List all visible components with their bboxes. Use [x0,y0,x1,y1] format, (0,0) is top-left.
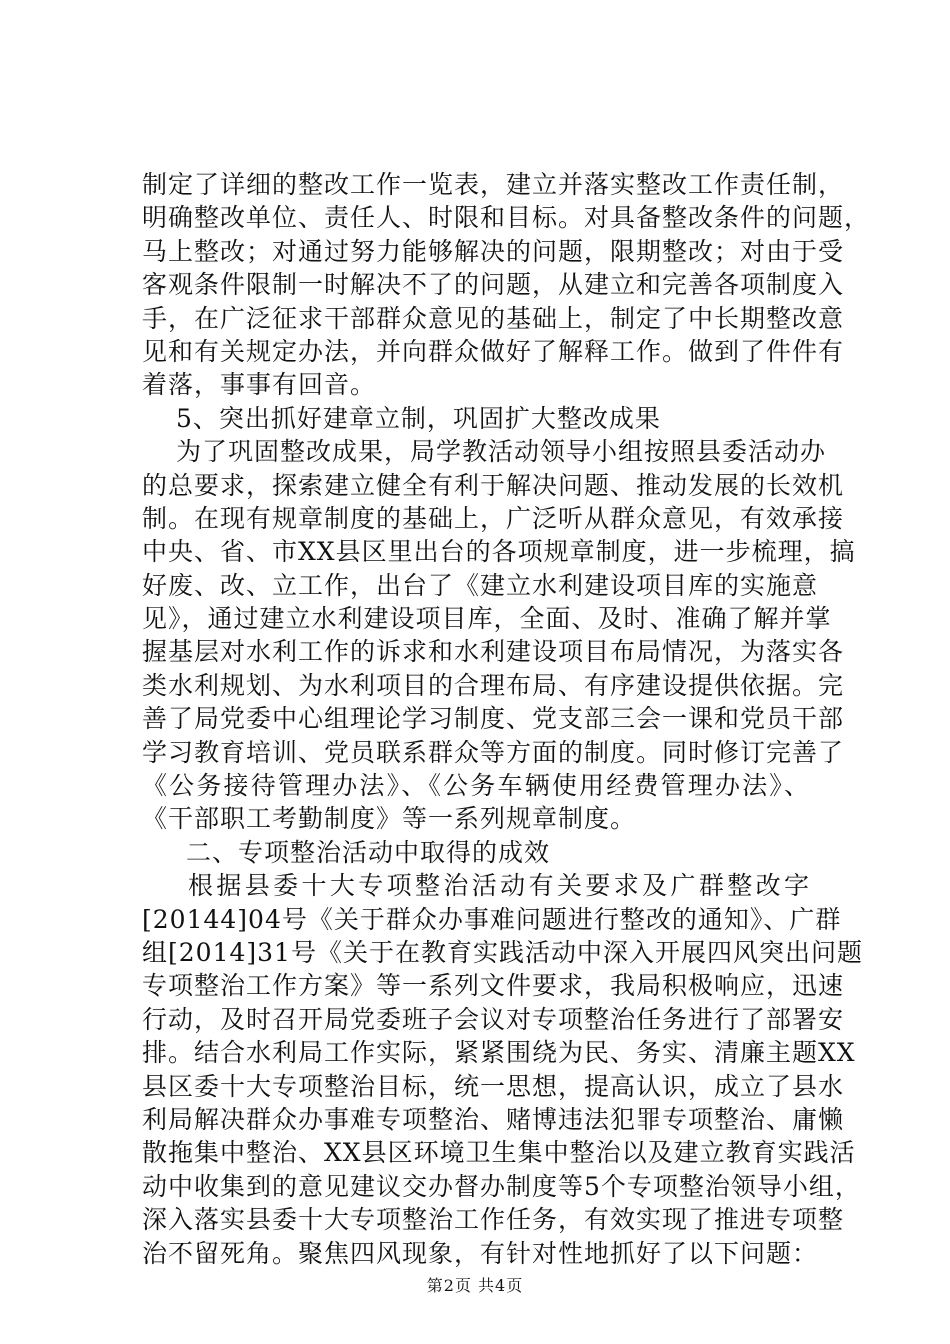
text-line: 见和有关规定办法，并向群众做好了解释工作。做到了件件有 [142,336,845,366]
text-line: 类水利规划、为水利项目的合理布局、有序建设提供依据。完 [142,670,845,700]
text-line: 马上整改；对通过努力能够解决的问题，限期整改；对由于受 [142,236,845,266]
text-line: 客观条件限制一时解决不了的问题，从建立和完善各项制度入 [142,270,845,300]
text-line: 排。结合水利局工作实际，紧紧围绕为民、务实、清廉主题XX [142,1038,856,1068]
section-heading-5 [142,402,810,435]
paragraph-rules-system [142,435,856,836]
text-line: 见》，通过建立水利建设项目库，全面、及时、准确了解并掌 [142,604,832,634]
text-line: 善了局党委中心组理论学习制度、党支部三会一课和党员干部 [142,704,845,734]
text-line: 好废、改、立工作，出台了《建立水利建设项目库的实施意 [142,570,819,600]
text-line: 动中收集到的意见建议交办督办制度等5个专项整治领导小组， [142,1171,861,1201]
text-line: 县区委十大专项整治目标，统一思想，提高认识，成立了县水 [142,1071,845,1101]
section-heading-2 [142,836,810,869]
text-line: 专项整治工作方案》等一系列文件要求，我局积极响应，迅速 [142,971,845,1001]
text-line: 《公务接待管理办法》、《公务车辆使用经费管理办法》、 [142,771,810,801]
text-line: 利局解决群众办事难专项整治、赌博违法犯罪专项整治、庸懒 [142,1104,845,1134]
heading-line: 二、专项整治活动中取得的成效 [186,837,551,867]
page-number-footer: 第2页 共4页 [426,1276,524,1295]
text-line: 的总要求，探索建立健全有利于解决问题、推动发展的长效机 [142,470,845,500]
text-line: 着落，事事有回音。 [142,370,377,400]
paragraph-rectification-list [142,168,871,402]
text-line: 中央、省、市XX县区里出台的各项规章制度，进一步梳理，搞 [142,537,856,567]
text-line: 根据县委十大专项整治活动有关要求及广群整改字 [188,871,810,901]
text-line: 制定了详细的整改工作一览表，建立并落实整改工作责任制， [142,170,845,199]
heading-line: 5、突出抓好建章立制，巩固扩大整改成果 [176,403,661,433]
text-line: 明确整改单位、责任人、时限和目标。对具备整改条件的问题， [142,203,871,233]
text-line: 为了巩固整改成果，局学教活动领导小组按照县委活动办 [176,437,827,467]
text-line: 深入落实县委十大专项整治工作任务，有效实现了推进专项整 [142,1205,845,1235]
text-line: 散拖集中整治、XX县区环境卫生集中整治以及建立教育实践活 [142,1138,856,1168]
document-body [142,168,871,1270]
text-line: 手，在广泛征求干部群众意见的基础上，制定了中长期整改意 [142,303,845,333]
text-line: 《干部职工考勤制度》等一系列规章制度。 [142,804,637,834]
paragraph-special-rectification [142,869,863,1270]
text-line: [20144]04号《关于群众办事难问题进行整改的通知》、广群 [142,904,842,934]
text-line: 组[2014]31号《关于在教育实践活动中深入开展四风突出问题 [142,937,863,967]
text-line: 学习教育培训、党员联系群众等方面的制度。同时修订完善了 [142,737,845,767]
text-line: 治不留死角。聚焦四风现象，有针对性地抓好了以下问题： [142,1238,819,1268]
text-line: 制。在现有规章制度的基础上，广泛听从群众意见，有效承接 [142,503,845,533]
text-line: 行动，及时召开局党委班子会议对专项整治任务进行了部署安 [142,1004,845,1034]
text-line: 握基层对水利工作的诉求和水利建设项目布局情况，为落实各 [142,637,845,667]
